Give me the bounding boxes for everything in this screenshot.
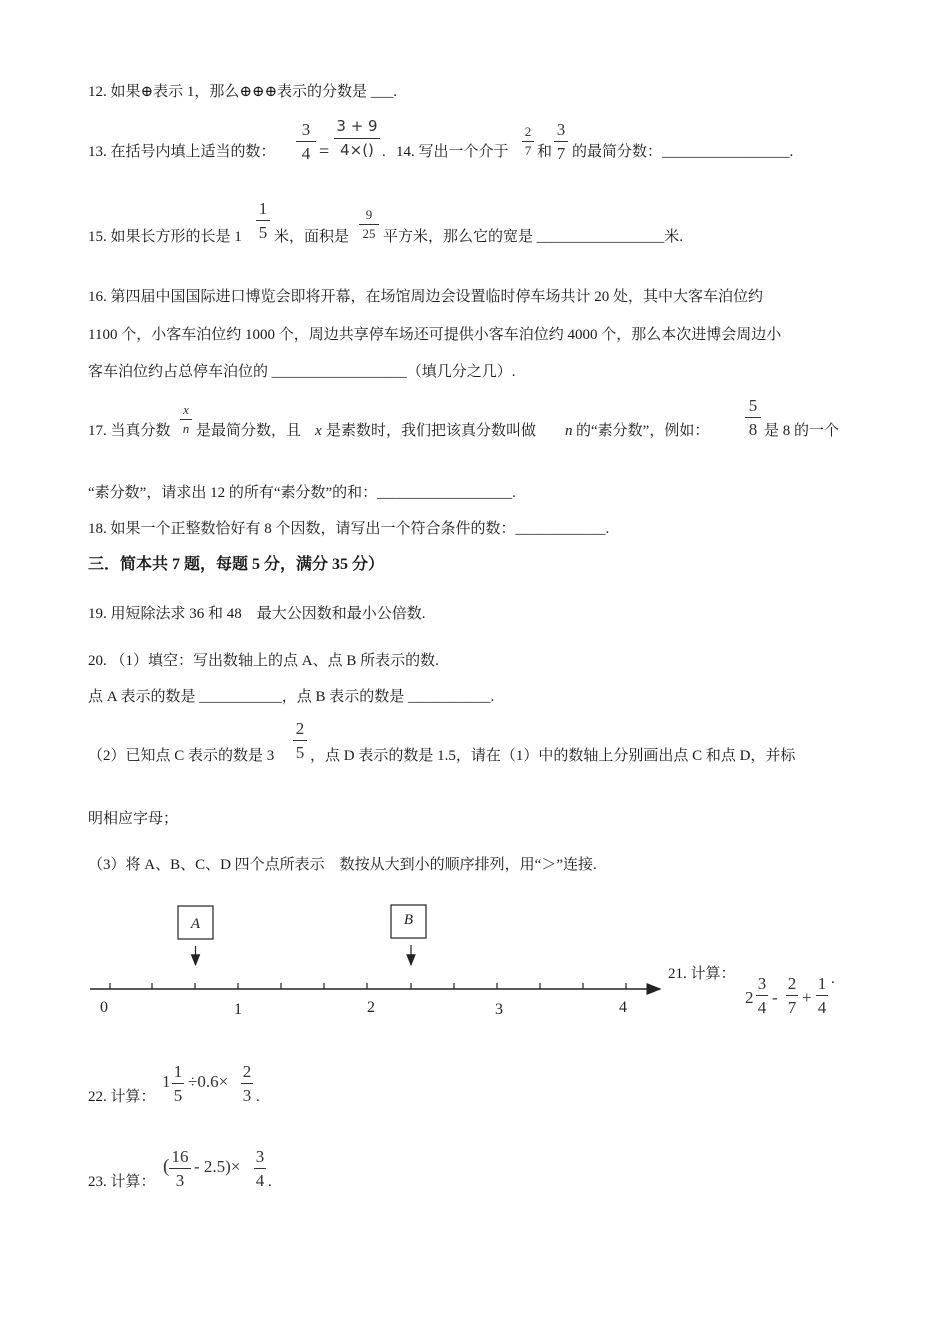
q17-example-fraction: 5 8 [745, 396, 761, 439]
q23-mid: - 2.5)× [194, 1157, 241, 1176]
question-16-line-2: 1100 个，小客车泊位约 1000 个，周边共享停车场还可提供小客车泊位约 4000 个，那么本次进博会周边小 [88, 327, 782, 343]
q22-period: . [256, 1089, 260, 1105]
q20-c-fraction: 2 5 [293, 719, 307, 762]
q17-suffix: 是 8 的一个 [764, 423, 840, 439]
question-16-line-1: 16. 第四届中国国际进口博览会即将开幕，在场馆周边会设置临时停车场共计 20 处，其中大客车泊位约 [88, 289, 764, 305]
q15-mixed-fraction: 1 5 [256, 199, 270, 242]
question-19: 19. 用短除法求 36 和 48 最大公因数和最小公倍数. [88, 606, 426, 622]
question-20-part-2-suffix: ，点 D 表示的数是 1.5，请在（1）中的数轴上分别画出点 C 和点 D，并标 [310, 748, 796, 764]
q13-period: . [382, 144, 386, 160]
q21-fraction-1: 3 4 [757, 974, 767, 1017]
q23-open-paren: ( [163, 1156, 170, 1177]
question-23-label: 23. 计算： [88, 1174, 156, 1190]
question-20-part-2-line-2: 明相应字母； [88, 811, 179, 827]
q22-mid: ÷0.6× [188, 1072, 229, 1091]
question-22-label: 22. 计算： [88, 1089, 156, 1105]
q15-suffix: 平方米，那么它的宽是 _________________米. [383, 229, 684, 245]
q17-mid-2: 是素数时，我们把该真分数叫做 [326, 423, 537, 439]
number-line-diagram [0, 890, 680, 1030]
q13-lhs-fraction: 3 4 [296, 120, 316, 163]
q14-fraction-2: 3 7 [554, 120, 568, 163]
q21-fraction-3: 1 4 [817, 974, 827, 1017]
question-14-prefix: 14. 写出一个介于 [396, 144, 509, 160]
q23-fraction-2: 3 4 [255, 1147, 265, 1190]
tick-label-2: 2 [367, 999, 375, 1016]
q17-mid-1: 是最简分数，且 [196, 423, 302, 439]
q15-mid: 米，面积是 [274, 229, 350, 245]
question-13-prefix: 13. 在括号内填上适当的数： [88, 144, 276, 160]
question-20-part-2-prefix: （2）已知点 C 表示的数是 3 [88, 748, 275, 764]
question-12: 12. 如果⊕表示 1，那么⊕⊕⊕表示的分数是 ___. [88, 84, 398, 100]
q14-suffix: 的最简分数：_________________. [572, 144, 794, 160]
q15-area-fraction: 9 25 [359, 208, 379, 241]
tick-label-4: 4 [619, 999, 627, 1016]
tick-label-3: 3 [495, 1001, 503, 1018]
question-20-part-3: （3）将 A、B、C、D 四个点所表示 数按从大到小的顺序排列，用“＞”连接. [88, 857, 597, 873]
q17-var-x: x [315, 423, 322, 439]
q14-and: 和 [537, 144, 553, 160]
q17-fraction-x-n: x n [180, 403, 192, 436]
q17-var-n: n [565, 423, 573, 439]
q23-period: . [268, 1174, 272, 1190]
q21-fraction-2: 2 7 [787, 974, 797, 1017]
question-17-line-2: “素分数”，请求出 12 的所有“素分数”的和：__________________. [88, 485, 516, 501]
question-20-part-1-blanks: 点 A 表示的数是 ___________，点 B 表示的数是 ___________. [88, 689, 495, 705]
q14-fraction-1: 2 7 [522, 125, 534, 158]
number-line-ticks [110, 983, 626, 989]
question-17-prefix: 17. 当真分数 [88, 423, 171, 439]
tick-label-1: 1 [234, 1001, 242, 1018]
point-a-label: A [190, 916, 201, 932]
q13-equals: = [319, 141, 330, 161]
point-b-label: B [403, 912, 414, 928]
q22-whole: 1 [162, 1072, 171, 1091]
q17-mid-3: 的“素分数”，例如： [576, 423, 710, 439]
question-18: 18. 如果一个正整数恰好有 8 个因数，请写出一个符合条件的数：____________. [88, 521, 610, 537]
q21-period: . [831, 971, 835, 987]
q21-op-2: + [802, 988, 812, 1007]
question-16-line-3: 客车泊位约占总停车泊位的 __________________（填几分之几）. [88, 364, 516, 380]
q23-fraction-1: 16 3 [169, 1147, 191, 1190]
q21-op-1: - [772, 988, 778, 1007]
question-15-prefix: 15. 如果长方形的长是 1 [88, 229, 242, 245]
q22-fraction-2: 2 3 [242, 1062, 252, 1105]
tick-label-0: 0 [100, 999, 108, 1016]
q21-whole: 2 [745, 988, 754, 1007]
question-21-label: 21. 计算： [668, 966, 736, 982]
q22-fraction-1: 1 5 [173, 1062, 183, 1105]
question-20-part-1: 20. （1）填空：写出数轴上的点 A、点 B 所表示的数. [88, 653, 439, 669]
section-3-heading: 三．简本共 7 题，每题 5 分，满分 35 分） [88, 556, 385, 573]
q13-rhs-fraction: 3 + 9 4×() [334, 117, 380, 160]
